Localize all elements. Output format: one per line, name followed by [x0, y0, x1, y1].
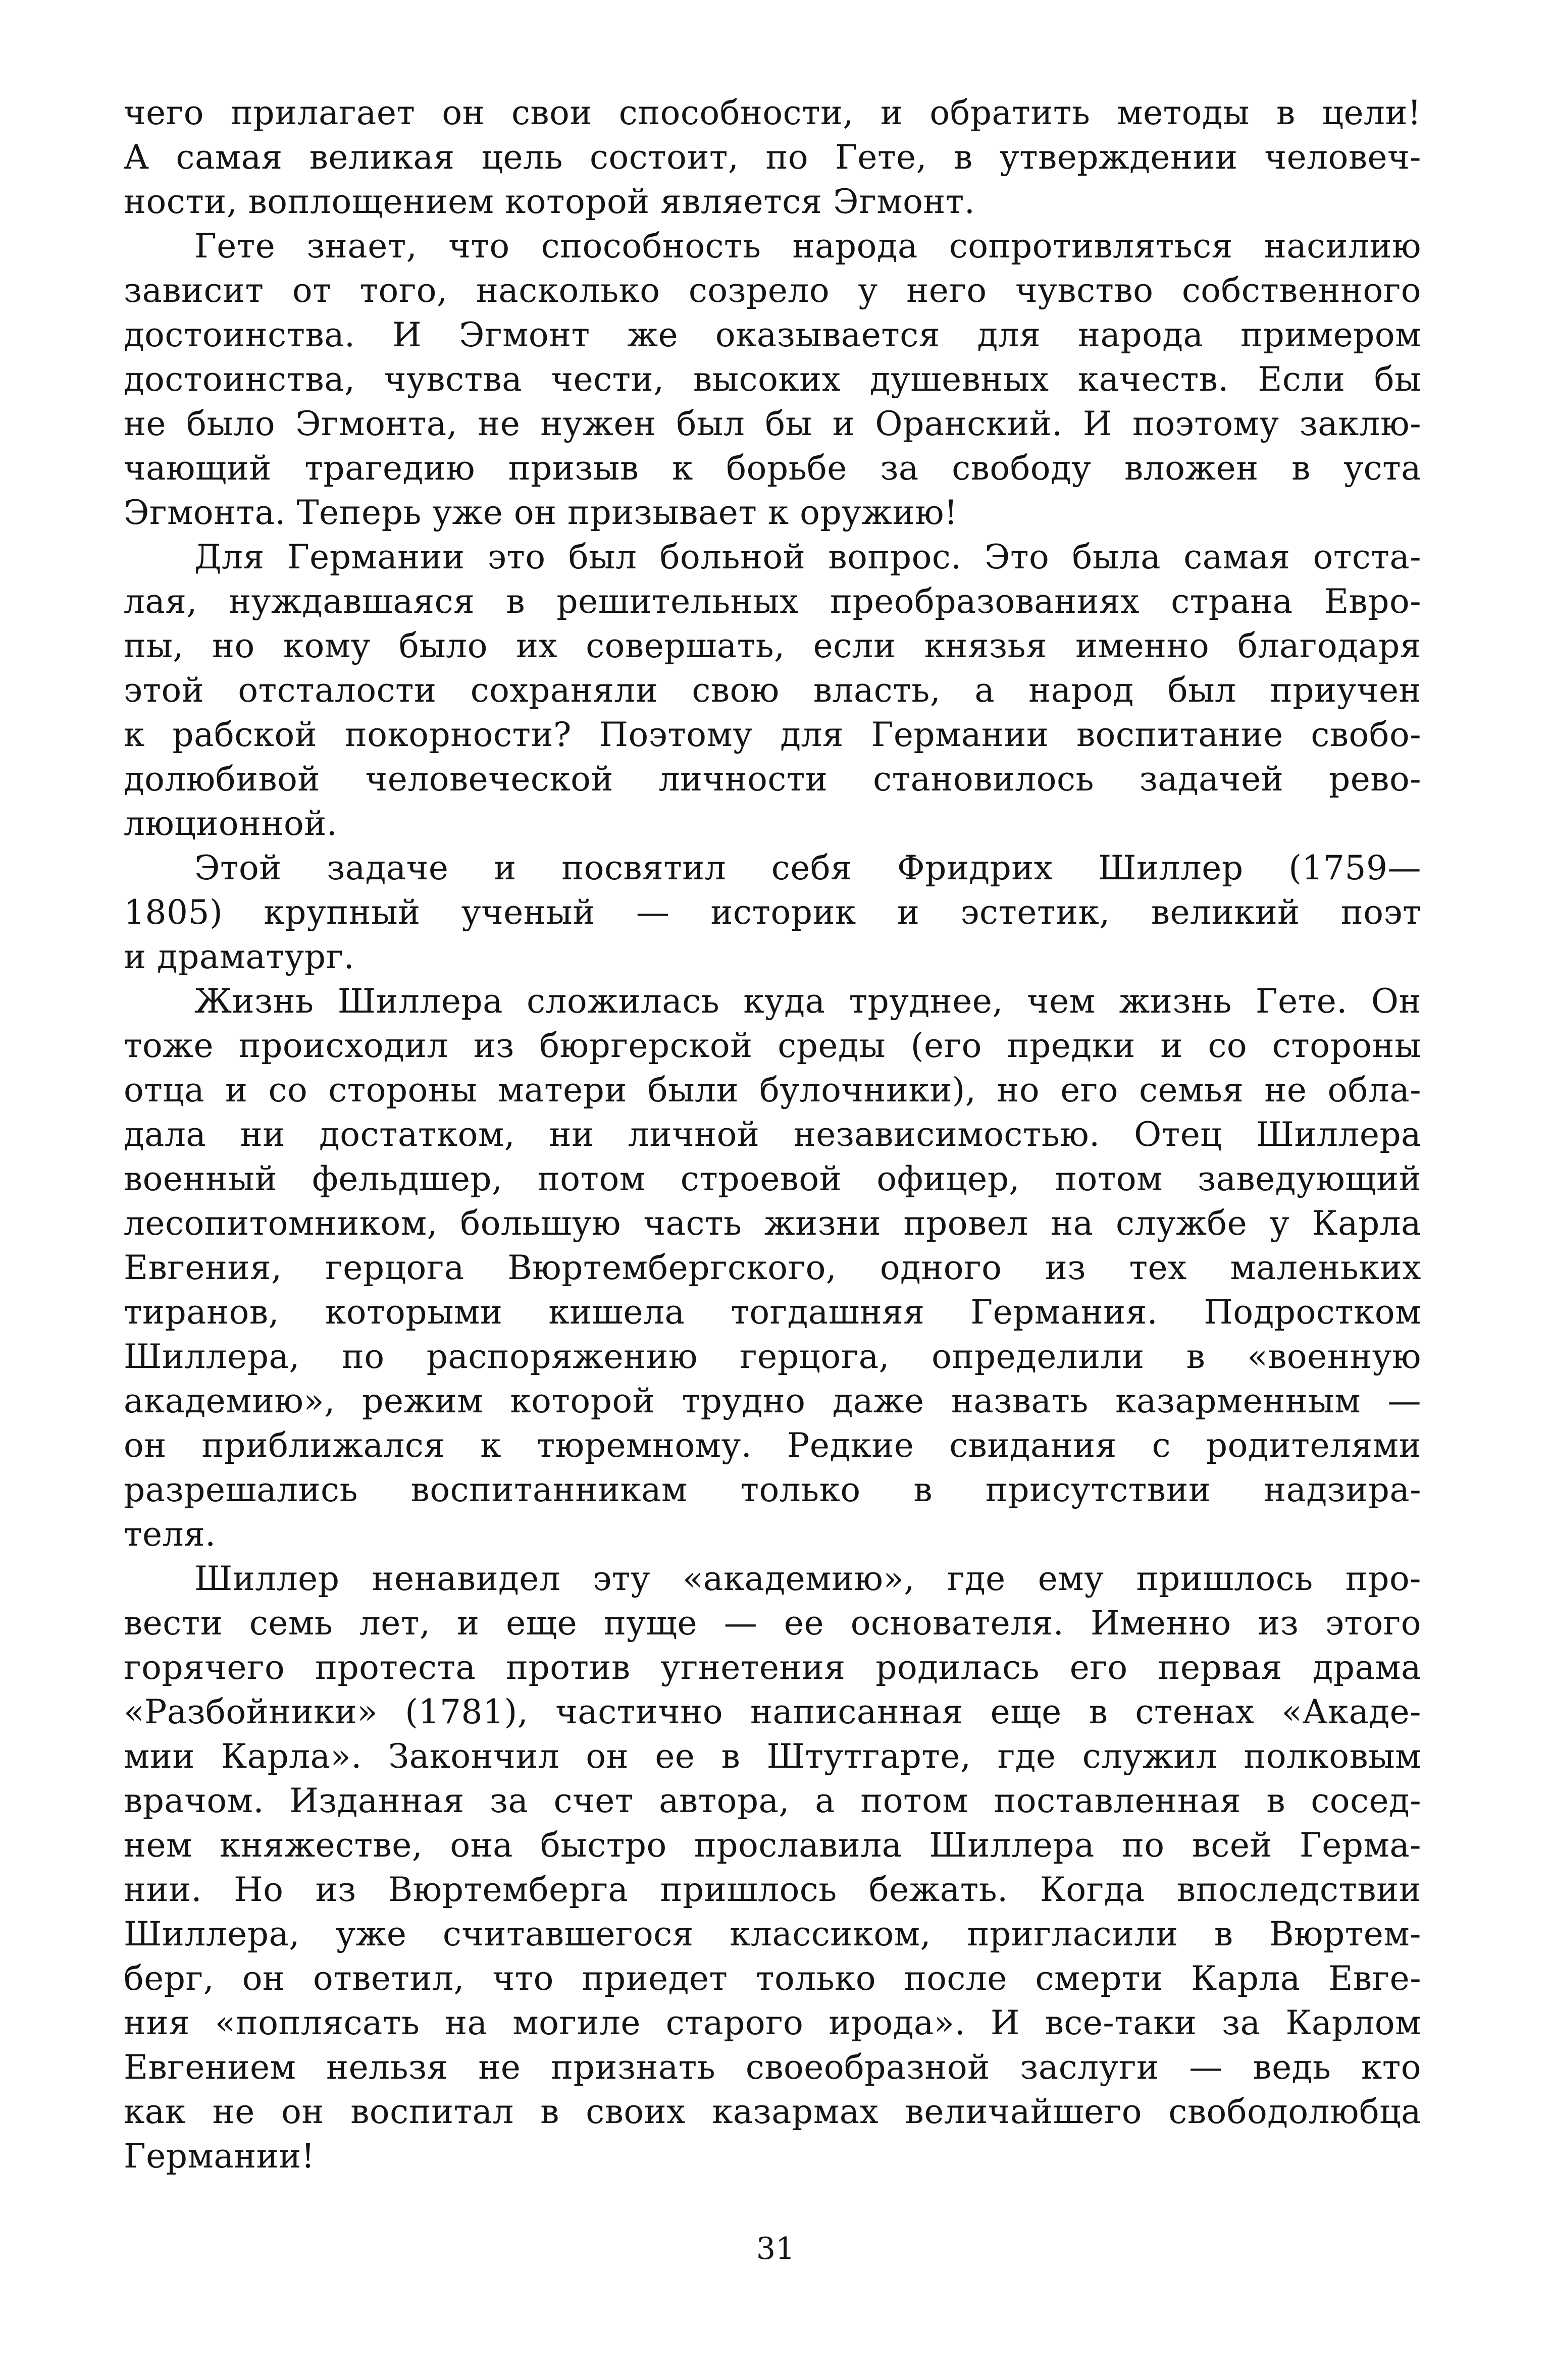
text-line: лая, нуждавшаяся в решительных преобразованиях страна Евро-: [124, 582, 1421, 621]
text-line: Евгения, герцога Вюртембергского, одного из тех маленьких: [124, 1248, 1421, 1287]
text-line: достоинства, чувства чести, высоких душевных качеств. Если бы: [124, 360, 1421, 399]
text-line: вести семь лет, и еще пуще — ее основателя. Именно из этого: [124, 1604, 1421, 1643]
text-line: этой отсталости сохраняли свою власть, а народ был приучен: [124, 671, 1421, 710]
text-line: и драматург.: [124, 937, 355, 976]
text-line: не было Эгмонта, не нужен был бы и Оранский. И поэтому заклю-: [124, 404, 1421, 443]
text-line: достоинства. И Эгмонт же оказывается для народа примером: [124, 315, 1421, 354]
text-line: теля.: [124, 1515, 216, 1554]
text-line: нем княжестве, она быстро прославила Шиллера по всей Герма-: [124, 1826, 1421, 1865]
text-line: 1805) крупный ученый — историк и эстетик, великий поэт: [124, 893, 1421, 932]
text-line: отца и со стороны матери были булочники), но его семья не обла-: [124, 1071, 1421, 1109]
text-line: пы, но кому было их совершать, если князья именно благодаря: [124, 626, 1421, 665]
text-line: военный фельдшер, потом строевой офицер, потом заведующий: [124, 1159, 1421, 1198]
text-line: лесопитомником, большую часть жизни провел на службе у Карла: [124, 1204, 1421, 1243]
text-line: Эгмонта. Теперь уже он призывает к оружию!: [124, 493, 958, 532]
text-line: нии. Но из Вюртемберга пришлось бежать. Когда впоследствии: [124, 1870, 1421, 1909]
text-line: Германии!: [124, 2137, 315, 2176]
text-line: он приближался к тюремному. Редкие свидания с родителями: [124, 1426, 1421, 1465]
paragraph-2: [124, 224, 1421, 535]
text-line: Шиллера, уже считавшегося классиком, пригласили в Вюртем-: [124, 1915, 1421, 1953]
paragraph-3: [124, 535, 1421, 846]
text-line: врачом. Изданная за счет автора, а потом поставленная в сосед-: [124, 1781, 1421, 1820]
paragraph-1: [124, 91, 1421, 224]
paragraph-5: [124, 979, 1421, 1557]
page-body: [124, 91, 1421, 2179]
text-line: Евгением нельзя не признать своеобразной заслуги — ведь кто: [124, 2048, 1421, 2087]
text-line: мии Карла». Закончил он ее в Штутгарте, где служил полковым: [124, 1737, 1421, 1776]
text-line: Для Германии это был больной вопрос. Это была самая отста-: [194, 538, 1421, 576]
text-line: Этой задаче и посвятил себя Фридрих Шиллер (1759—: [194, 849, 1421, 887]
text-line: как не он воспитал в своих казармах величайшего свободолюбца: [124, 2092, 1421, 2131]
text-line: ния «поплясать на могиле старого ирода». И все-таки за Карлом: [124, 2003, 1421, 2042]
text-line: Гете знает, что способность народа сопротивляться насилию: [194, 227, 1421, 266]
text-line: Жизнь Шиллера сложилась куда труднее, чем жизнь Гете. Он: [194, 982, 1421, 1021]
page-number: 31: [756, 2231, 795, 2266]
text-line: горячего протеста против угнетения родилась его первая драма: [124, 1648, 1421, 1687]
paragraph-4: [124, 846, 1421, 979]
text-line: долюбивой человеческой личности становилось задачей рево-: [124, 760, 1421, 799]
text-line: люционной.: [124, 804, 338, 843]
text-line: Шиллер ненавидел эту «академию», где ему пришлось про-: [194, 1559, 1421, 1598]
text-line: академию», режим которой трудно даже назвать казарменным —: [124, 1382, 1421, 1420]
text-line: зависит от того, насколько созрело у него чувство собственного: [124, 271, 1421, 310]
text-line: А самая великая цель состоит, по Гете, в утверждении человеч-: [124, 138, 1421, 177]
text-line: чающий трагедию призыв к борьбе за свободу вложен в уста: [124, 449, 1421, 488]
text-line: Шиллера, по распоряжению герцога, определили в «военную: [124, 1337, 1421, 1376]
text-line: к рабской покорности? Поэтому для Германии воспитание свобо-: [124, 715, 1421, 754]
paragraph-6: [124, 1557, 1421, 2179]
text-line: тиранов, которыми кишела тогдашняя Германия. Подростком: [124, 1293, 1421, 1332]
text-line: ности, воплощением которой является Эгмонт.: [124, 182, 975, 221]
text-line: берг, он ответил, что приедет только после смерти Карла Евге-: [124, 1959, 1421, 1998]
text-line: тоже происходил из бюргерской среды (его предки и со стороны: [124, 1026, 1421, 1065]
text-line: дала ни достатком, ни личной независимостью. Отец Шиллера: [124, 1115, 1421, 1154]
text-line: «Разбойники» (1781), частично написанная еще в стенах «Акаде-: [124, 1693, 1421, 1731]
text-line: чего прилагает он свои способности, и обратить методы в цели!: [124, 93, 1421, 132]
text-line: разрешались воспитанникам только в присутствии надзира-: [124, 1470, 1421, 1509]
